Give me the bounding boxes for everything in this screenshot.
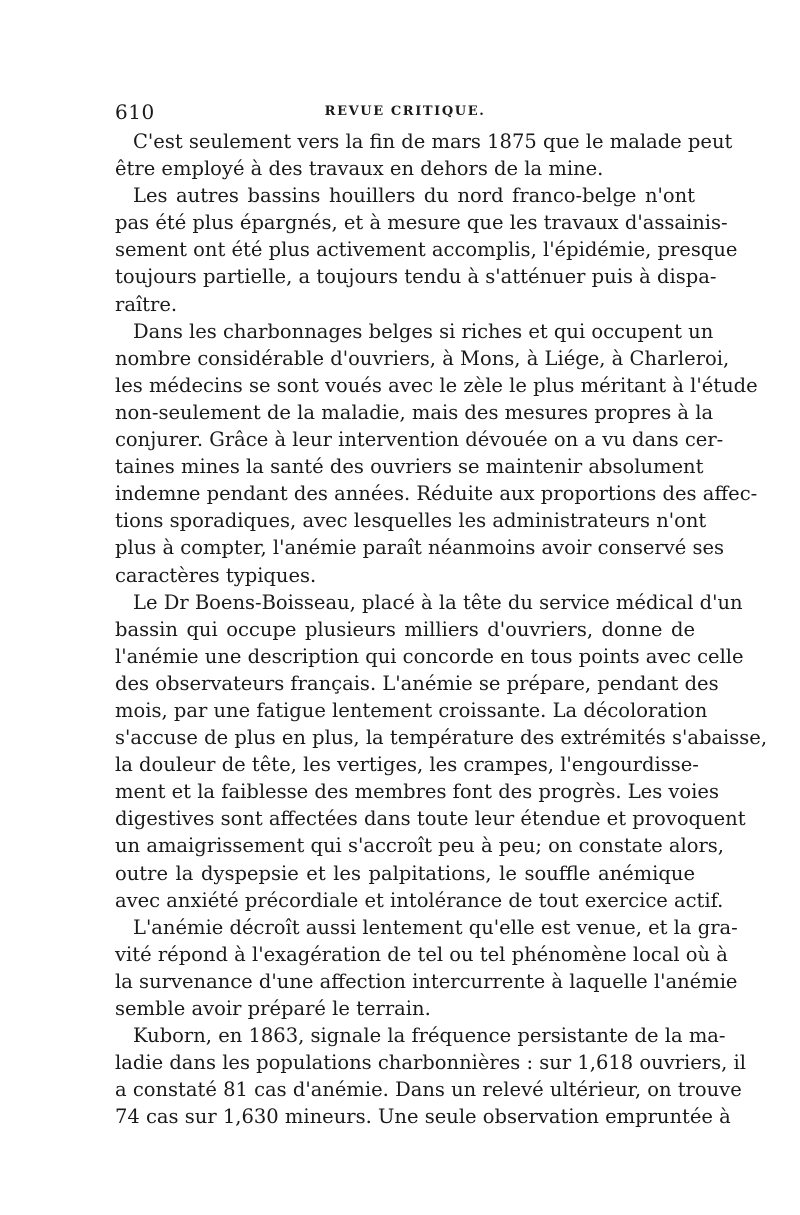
- text-line: semble avoir préparé le terrain.: [115, 997, 431, 1020]
- text-line: toujours partielle, a toujours tendu à s'atténuer puis à dispa-: [115, 265, 717, 289]
- text-line: L'anémie décroît aussi lentement qu'elle est venue, et la gra-: [133, 915, 738, 939]
- paragraph-5: [115, 914, 738, 1022]
- book-page: [115, 0, 768, 1215]
- text-line: outre la dyspepsie et les palpitations, le souffle anémique: [115, 861, 695, 885]
- text-line: Dans les charbonnages belges si riches et qui occupent un: [133, 319, 714, 343]
- paragraph-2: [115, 182, 738, 317]
- text-line: la douleur de tête, les vertiges, les crampes, l'engourdisse-: [115, 753, 699, 777]
- text-line: nombre considérable d'ouvriers, à Mons, à Liége, à Charleroi,: [115, 346, 730, 370]
- text-line: vité répond à l'exagération de tel ou tel phénomène local où à: [115, 942, 728, 966]
- text-line: a constaté 81 cas d'anémie. Dans un relevé ultérieur, on trouve: [115, 1078, 742, 1102]
- text-line: l'anémie une description qui concorde en tous points avec celle: [115, 644, 744, 668]
- text-line: plus à compter, l'anémie paraît néanmoins avoir conservé ses: [115, 536, 725, 560]
- text-line: raître.: [115, 292, 178, 316]
- text-line: non-seulement de la maladie, mais des mesures propres à la: [115, 400, 714, 424]
- text-line: 74 cas sur 1,630 mineurs. Une seule observation empruntée à: [115, 1105, 731, 1129]
- text-line: Le Dr Boens-Boisseau, placé à la tête du service médical d'un: [133, 590, 743, 614]
- text-line: avec anxiété précordiale et intolérance de tout exercice actif.: [115, 888, 724, 912]
- text-line: mois, par une fatigue lentement croissante. La décoloration: [115, 698, 708, 722]
- text-line: un amaigrissement qui s'accroît peu à peu; on constate alors,: [115, 834, 725, 858]
- text-line: digestives sont affectées dans toute leur étendue et provoquent: [115, 807, 746, 831]
- text-line: ment et la faiblesse des membres font des progrès. Les voies: [115, 780, 719, 804]
- body-text: [115, 128, 768, 1130]
- text-line: caractères typiques.: [115, 563, 317, 587]
- text-line: bassin qui occupe plusieurs milliers d'ouvriers, donne de: [115, 617, 695, 641]
- text-line: ladie dans les populations charbonnières : sur 1,618 ouvriers, il: [115, 1051, 746, 1075]
- paragraph-3: [115, 318, 758, 589]
- text-line: pas été plus épargnés, et à mesure que les travaux d'assainis-: [115, 211, 728, 235]
- text-line: tions sporadiques, avec lesquelles les administrateurs n'ont: [115, 509, 707, 533]
- text-line: Les autres bassins houillers du nord franco-belge n'ont: [133, 184, 695, 208]
- running-title: REVUE CRITIQUE.: [324, 104, 486, 119]
- text-line: Kuborn, en 1863, signale la fréquence persistante de la ma-: [133, 1024, 726, 1048]
- paragraph-6: [115, 1022, 746, 1130]
- page-number: 610: [115, 100, 155, 124]
- text-line: des observateurs français. L'anémie se prépare, pendant des: [115, 671, 719, 695]
- paragraph-1: [115, 128, 733, 182]
- text-line: conjurer. Grâce à leur intervention dévouée on a vu dans cer-: [115, 428, 724, 452]
- text-line: indemne pendant des années. Réduite aux proportions des affec-: [115, 482, 758, 506]
- text-line: taines mines la santé des ouvriers se maintenir absolument: [115, 455, 704, 479]
- text-line: être employé à des travaux en dehors de la mine.: [115, 157, 604, 181]
- running-head: [115, 100, 695, 124]
- text-line: les médecins se sont voués avec le zèle le plus méritant à l'étude: [115, 373, 758, 397]
- text-line: la survenance d'une affection intercurrente à laquelle l'anémie: [115, 969, 738, 993]
- paragraph-4: [115, 589, 768, 914]
- text-line: C'est seulement vers la fin de mars 1875 que le malade peut: [133, 130, 733, 153]
- text-line: sement ont été plus activement accomplis, l'épidémie, presque: [115, 238, 738, 262]
- text-line: s'accuse de plus en plus, la température des extrémités s'abaisse,: [115, 726, 768, 750]
